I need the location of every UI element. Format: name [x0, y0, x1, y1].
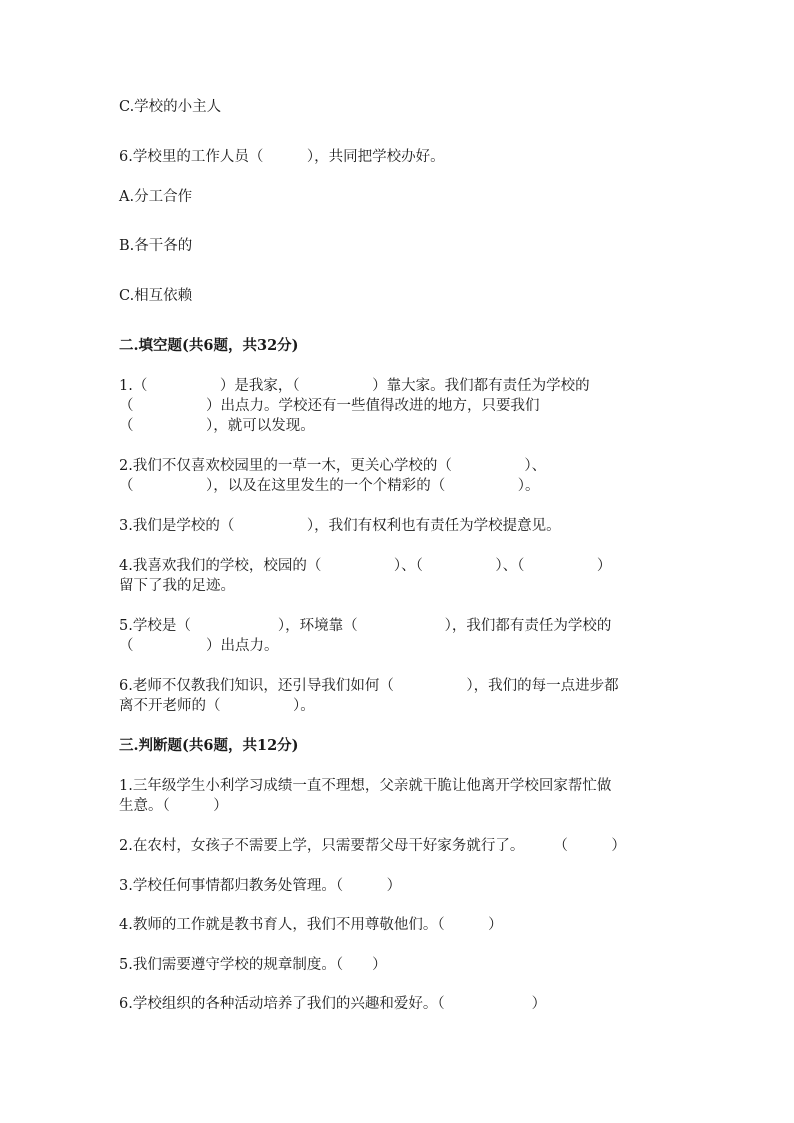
choice-option: C.相互依赖 — [119, 288, 193, 304]
question-line: 6.老师不仅教我们知识，还引导我们如何（ ），我们的每一点进步都 — [119, 678, 619, 694]
question-line: 5.我们需要遵守学校的规章制度。（ ） — [119, 957, 387, 973]
choice-option: A.分工合作 — [119, 189, 193, 205]
question-line: 3.我们是学校的（ ），我们有权利也有责任为学校提意见。 — [119, 518, 561, 534]
choice-option: C.学校的小主人 — [119, 99, 222, 115]
question-stem: 6.学校里的工作人员（ ），共同把学校办好。 — [119, 149, 445, 165]
question-line: 4.教师的工作就是教书育人，我们不用尊敬他们。（ ） — [119, 917, 503, 933]
question-line: （ ），就可以发现。 — [119, 418, 315, 434]
question-line: 1.（ ）是我家，（ ）靠大家。我们都有责任为学校的 — [119, 378, 590, 394]
question-line: （ ）出点力。 — [119, 638, 279, 654]
section-heading: 二.填空题(共6题，共32分) — [119, 337, 299, 354]
question-line: （ ）出点力。学校还有一些值得改进的地方，只要我们 — [119, 398, 540, 414]
question-line: 2.我们不仅喜欢校园里的一草一木，更关心学校的（ ）、 — [119, 458, 547, 474]
question-line: 6.学校组织的各种活动培养了我们的兴趣和爱好。（ ） — [119, 996, 547, 1012]
question-line: 3.学校任何事情都归教务处管理。（ ） — [119, 878, 402, 894]
question-line: 4.我喜欢我们的学校，校园的（ ）、（ ）、（ ） — [119, 558, 612, 574]
question-line: 离不开老师的（ ）。 — [119, 698, 315, 714]
question-line: 留下了我的足迹。 — [119, 578, 235, 594]
question-line: 2.在农村，女孩子不需要上学，只需要帮父母干好家务就行了。 （ ） — [119, 838, 626, 854]
choice-option: B.各干各的 — [119, 238, 193, 254]
question-line: 5.学校是（ ），环境靠（ ），我们都有责任为学校的 — [119, 618, 612, 634]
question-line: 1.三年级学生小利学习成绩一直不理想，父亲就干脆让他离开学校回家帮忙做 — [119, 778, 612, 794]
question-line: （ ），以及在这里发生的一个个精彩的（ ）。 — [119, 478, 540, 494]
section-heading: 三.判断题(共6题，共12分) — [119, 737, 299, 754]
question-line: 生意。（ ） — [119, 798, 228, 814]
